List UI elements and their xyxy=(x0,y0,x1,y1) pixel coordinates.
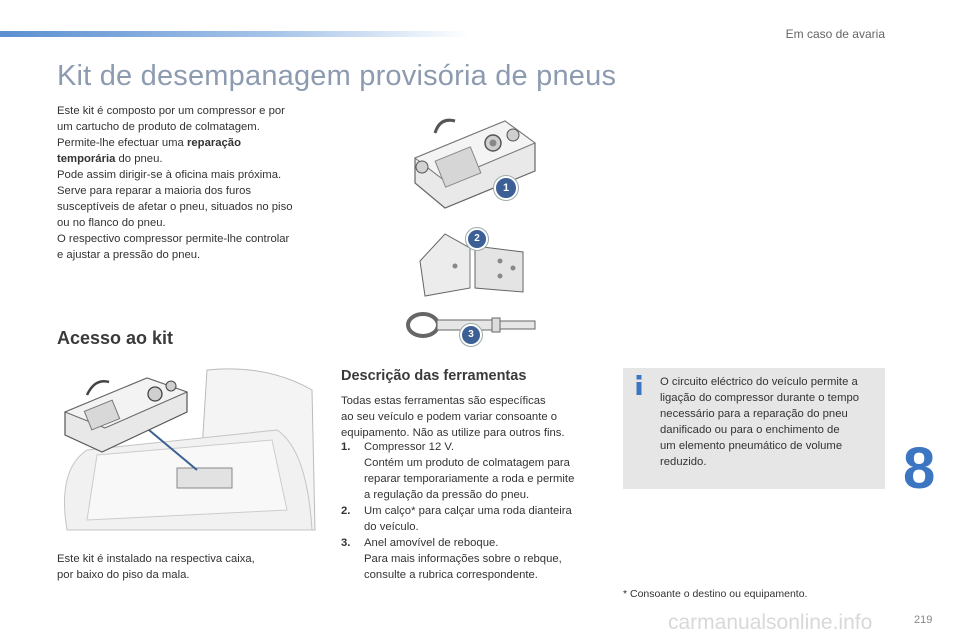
info-box xyxy=(623,368,885,489)
page-number: 219 xyxy=(914,614,933,626)
figure-label-1: 1 xyxy=(494,176,518,200)
section-header: Em caso de avaria xyxy=(785,27,885,41)
tools-list xyxy=(341,439,606,583)
trunk-illustration xyxy=(57,360,319,538)
list-item: 2. Um calço* para calçar uma roda dianteira do veículo. xyxy=(341,505,572,533)
header-accent-bar xyxy=(0,31,470,37)
install-location-text: Este kit é instalado na respectiva caixa, por baixo do piso da mala. xyxy=(57,553,255,581)
info-text: O circuito eléctrico do veículo permite a ligação do compressor durante o tempo necessário para a reparação do pneu danificado ou para o enchimento de um elemento pneumático de volume reduzido. xyxy=(660,376,860,468)
watermark: carmanualsonline.info xyxy=(668,611,873,634)
compressor-kit-illustration xyxy=(395,113,545,213)
footnote: * Consoante o destino ou equipamento. xyxy=(623,588,808,600)
list-item: 1. Compressor 12 V. Contém um produto de colmatagem para reparar temporariamente a roda e permite a regulação da pressão do pneu. xyxy=(341,441,575,501)
figure-label-3: 3 xyxy=(460,324,482,346)
tools-heading: Descrição das ferramentas xyxy=(341,368,527,384)
tools-intro-text: Todas estas ferramentas são específicas ao seu veículo e podem variar consoante o equipamento. Não as utilize para outros fins. xyxy=(341,395,565,439)
list-item: 3. Anel amovível de reboque. Para mais informações sobre o rebque, consulte a rubrica correspondente. xyxy=(341,537,562,581)
access-heading: Acesso ao kit xyxy=(57,328,174,348)
page-title: Kit de desempanagem provisória de pneus xyxy=(57,60,617,92)
chapter-number: 8 xyxy=(903,436,936,501)
figure-label-2: 2 xyxy=(466,228,488,250)
intro-paragraph: Este kit é composto por um compressor e por um cartucho de produto de colmatagem. Permite-lhe efectuar uma reparação temporária do pneu. Pode assim dirigir-se à oficina mais próxima. Serve para reparar a maioria dos furos susceptíveis de afetar o pneu, situados no piso ou no flanco do pneu. O respectivo compressor permite-lhe controlar e ajustar a pressão do pneu. xyxy=(57,105,293,261)
info-icon xyxy=(633,375,645,395)
